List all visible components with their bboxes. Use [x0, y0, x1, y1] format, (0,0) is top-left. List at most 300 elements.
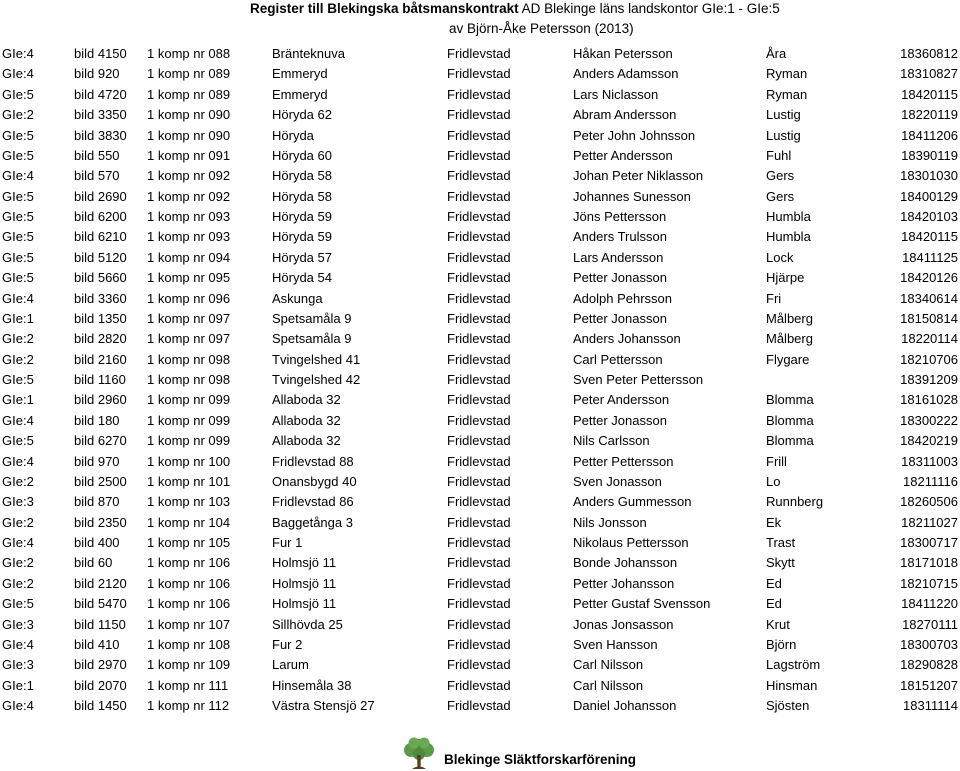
table-row [0, 697, 960, 717]
cell-place: Spetsamåla 9 [272, 310, 352, 326]
cell-image: bild 2820 [74, 331, 127, 347]
cell-place: Holmsjö 11 [272, 596, 337, 612]
cell-image: bild 4720 [74, 86, 127, 102]
cell-soldier-name: Ek [766, 514, 782, 530]
cell-date: 18310827 [900, 66, 958, 82]
cell-parish: Fridlevstad [447, 209, 511, 224]
cell-company-number: 1 komp nr 097 [147, 310, 231, 326]
cell-parish: Fridlevstad [447, 535, 511, 550]
cell-place: Fur 2 [272, 636, 303, 652]
cell-date: 18211027 [901, 514, 958, 530]
cell-parish: Fridlevstad [447, 249, 511, 265]
cell-place: Allaboda 32 [272, 433, 341, 449]
cell-company-number: 1 komp nr 090 [147, 127, 231, 143]
cell-volume: GIe:2 [2, 575, 34, 591]
cell-name: Sven Peter Pettersson [573, 372, 704, 387]
cell-name: Jöns Pettersson [573, 209, 667, 224]
cell-place: Höryda 60 [272, 147, 332, 163]
cell-image: bild 3350 [74, 107, 127, 123]
cell-volume: GIe:4 [2, 453, 34, 469]
cell-volume: GIe:3 [2, 616, 34, 632]
cell-soldier-name: Krut [766, 616, 790, 632]
cell-volume: GIe:3 [2, 494, 34, 510]
table-row [0, 127, 960, 147]
table-row [0, 636, 960, 656]
cell-name: Lars Niclasson [573, 86, 659, 102]
cell-volume: GIe:4 [2, 66, 34, 82]
cell-name: Petter Andersson [573, 147, 673, 163]
cell-soldier-name: Ryman [766, 86, 808, 102]
cell-place: Höryda 54 [272, 270, 332, 286]
cell-volume: GIe:5 [2, 249, 34, 265]
table-row [0, 432, 960, 452]
cell-soldier-name: Sjösten [766, 698, 810, 713]
cell-parish: Fridlevstad [447, 392, 511, 408]
cell-parish: Fridlevstad [447, 494, 511, 510]
cell-soldier-name: Åra [766, 46, 787, 61]
cell-soldier-name: Lustig [766, 107, 801, 123]
cell-name: Nils Carlsson [573, 433, 650, 449]
cell-name: Jonas Jonsasson [573, 616, 674, 632]
organization-name: Blekinge Släktforskarförening [444, 752, 637, 767]
cell-name: Abram Andersson [573, 107, 677, 123]
cell-parish: Fridlevstad [447, 107, 511, 123]
cell-name: Carl Nilsson [573, 677, 644, 693]
table-row [0, 86, 960, 106]
cell-volume: GIe:4 [2, 290, 34, 306]
cell-date: 18270111 [902, 616, 958, 632]
table-row [0, 371, 960, 391]
cell-image: bild 400 [74, 535, 120, 550]
cell-place: Sillhövda 25 [272, 616, 343, 632]
cell-volume: GIe:4 [2, 535, 34, 550]
cell-date: 18260506 [900, 494, 958, 510]
cell-parish: Fridlevstad [447, 372, 511, 387]
cell-name: Sven Hansson [573, 636, 658, 652]
cell-place: Höryda 57 [272, 249, 332, 265]
table-row [0, 595, 960, 615]
cell-date: 18420115 [901, 229, 958, 245]
cell-date: 18161028 [900, 392, 958, 408]
cell-company-number: 1 komp nr 089 [147, 86, 231, 102]
cell-date: 18360812 [900, 46, 958, 61]
cell-parish: Fridlevstad [447, 66, 511, 82]
cell-date: 18391209 [900, 372, 958, 387]
cell-image: bild 180 [74, 412, 120, 428]
cell-image: bild 3360 [74, 290, 127, 306]
table-row [0, 167, 960, 187]
cell-parish: Fridlevstad [447, 453, 511, 469]
cell-company-number: 1 komp nr 094 [147, 249, 231, 265]
cell-name: Anders Trulsson [573, 229, 667, 245]
table-row [0, 290, 960, 310]
cell-place: Holmsjö 11 [272, 575, 337, 591]
cell-parish: Fridlevstad [447, 168, 511, 184]
cell-company-number: 1 komp nr 092 [147, 188, 231, 204]
cell-place: Onansbygd 40 [272, 473, 357, 489]
cell-date: 18300703 [900, 636, 958, 652]
cell-parish: Fridlevstad [447, 188, 511, 204]
cell-image: bild 5120 [74, 249, 127, 265]
cell-image: bild 2960 [74, 392, 127, 408]
cell-volume: GIe:1 [2, 392, 34, 408]
document-title-rest: AD Blekinge läns landskontor GIe:1 - GIe:5 [518, 1, 780, 16]
table-row [0, 351, 960, 371]
cell-image: bild 60 [74, 555, 113, 571]
cell-parish: Fridlevstad [447, 616, 511, 632]
cell-volume: GIe:5 [2, 433, 34, 449]
table-row [0, 656, 960, 676]
cell-parish: Fridlevstad [447, 596, 511, 612]
table-row [0, 575, 960, 595]
cell-image: bild 5470 [74, 596, 127, 612]
cell-place: Baggetånga 3 [272, 514, 353, 530]
document-title [250, 1, 780, 16]
cell-company-number: 1 komp nr 096 [147, 290, 231, 306]
cell-name: Lars Andersson [573, 249, 664, 265]
cell-name: Carl Nilsson [573, 657, 644, 673]
cell-company-number: 1 komp nr 111 [147, 677, 229, 693]
table-row [0, 616, 960, 636]
cell-company-number: 1 komp nr 090 [147, 107, 231, 123]
cell-parish: Fridlevstad [447, 698, 511, 713]
cell-date: 18211116 [903, 473, 958, 489]
table-row [0, 554, 960, 574]
cell-parish: Fridlevstad [447, 514, 511, 530]
cell-parish: Fridlevstad [447, 127, 511, 143]
cell-name: Petter Gustaf Svensson [573, 596, 711, 612]
cell-place: Höryda 59 [272, 209, 332, 224]
cell-place: Höryda 58 [272, 168, 332, 184]
cell-place: Höryda 59 [272, 229, 332, 245]
cell-company-number: 1 komp nr 100 [147, 453, 231, 469]
cell-company-number: 1 komp nr 112 [147, 698, 230, 713]
cell-name: Anders Johansson [573, 331, 681, 347]
cell-volume: GIe:5 [2, 86, 34, 102]
cell-place: Bränteknuva [272, 46, 345, 61]
cell-date: 18290828 [900, 657, 958, 673]
cell-name: Johannes Sunesson [573, 188, 691, 204]
cell-soldier-name: Trast [766, 535, 796, 550]
cell-volume: GIe:1 [2, 310, 34, 326]
table-row [0, 391, 960, 411]
table-row [0, 65, 960, 85]
cell-date: 18171018 [900, 555, 958, 571]
table-row [0, 147, 960, 167]
cell-image: bild 5660 [74, 270, 127, 286]
cell-date: 18220114 [901, 331, 958, 347]
cell-date: 18300717 [900, 535, 958, 550]
cell-company-number: 1 komp nr 109 [147, 657, 231, 673]
cell-image: bild 970 [74, 453, 120, 469]
cell-place: Tvingelshed 42 [272, 372, 361, 387]
table-row [0, 453, 960, 473]
cell-image: bild 1350 [74, 310, 127, 326]
cell-soldier-name: Lustig [766, 127, 801, 143]
cell-soldier-name: Humbla [766, 229, 811, 245]
cell-volume: GIe:4 [2, 636, 34, 652]
cell-place: Höryda [272, 127, 314, 143]
cell-soldier-name: Lo [766, 473, 781, 489]
cell-date: 18210715 [900, 575, 958, 591]
cell-place: Emmeryd [272, 66, 328, 82]
cell-soldier-name: Flygare [766, 351, 810, 367]
cell-soldier-name: Ryman [766, 66, 808, 82]
cell-place: Hinsemåla 38 [272, 677, 352, 693]
cell-date: 18220119 [901, 107, 958, 123]
cell-parish: Fridlevstad [447, 412, 511, 428]
footer [400, 736, 700, 770]
cell-place: Larum [272, 657, 309, 673]
table-row [0, 249, 960, 269]
cell-name: Anders Gummesson [573, 494, 692, 510]
cell-place: Askunga [272, 290, 323, 306]
table-row [0, 188, 960, 208]
cell-company-number: 1 komp nr 098 [147, 351, 231, 367]
cell-parish: Fridlevstad [447, 229, 511, 245]
cell-soldier-name: Målberg [766, 331, 813, 347]
cell-image: bild 2500 [74, 473, 127, 489]
table-row [0, 493, 960, 513]
cell-name: Petter Jonasson [573, 412, 667, 428]
cell-image: bild 2690 [74, 188, 127, 204]
cell-soldier-name: Gers [766, 188, 795, 204]
cell-company-number: 1 komp nr 088 [147, 46, 231, 61]
cell-parish: Fridlevstad [447, 636, 511, 652]
cell-soldier-name: Hjärpe [766, 270, 805, 286]
cell-image: bild 6270 [74, 433, 127, 449]
cell-image: bild 920 [74, 66, 120, 82]
cell-name: Petter Jonasson [573, 270, 667, 286]
cell-name: Carl Pettersson [573, 351, 663, 367]
cell-volume: GIe:4 [2, 412, 34, 428]
cell-place: Spetsamåla 9 [272, 331, 352, 347]
document-title-bold: Register till Blekingska båtsmanskontrakt [250, 1, 519, 16]
cell-volume: GIe:5 [2, 270, 34, 286]
cell-name: Adolph Pehrsson [573, 290, 673, 306]
cell-place: Höryda 62 [272, 107, 332, 123]
cell-image: bild 4150 [74, 46, 127, 61]
cell-name: Nikolaus Pettersson [573, 535, 689, 550]
cell-image: bild 1160 [74, 372, 126, 387]
cell-date: 18340614 [900, 290, 958, 306]
cell-parish: Fridlevstad [447, 86, 511, 102]
cell-volume: GIe:4 [2, 168, 34, 184]
table-row [0, 208, 960, 228]
table-row [0, 534, 960, 554]
cell-volume: GIe:2 [2, 107, 34, 123]
cell-company-number: 1 komp nr 092 [147, 168, 231, 184]
cell-parish: Fridlevstad [447, 657, 511, 673]
cell-soldier-name: Hinsman [766, 677, 818, 693]
cell-volume: GIe:5 [2, 188, 34, 204]
cell-soldier-name: Frill [766, 453, 787, 469]
cell-image: bild 570 [74, 168, 120, 184]
cell-volume: GIe:5 [2, 229, 34, 245]
table-row [0, 473, 960, 493]
cell-date: 18151207 [900, 677, 958, 693]
cell-volume: GIe:5 [2, 372, 34, 387]
cell-soldier-name: Humbla [766, 209, 811, 224]
cell-soldier-name: Fri [766, 290, 782, 306]
cell-image: bild 2160 [74, 351, 127, 367]
cell-name: Sven Jonasson [573, 473, 662, 489]
table-row [0, 310, 960, 330]
cell-date: 18300222 [900, 412, 958, 428]
cell-parish: Fridlevstad [447, 46, 511, 61]
cell-soldier-name: Blomma [766, 412, 814, 428]
cell-parish: Fridlevstad [447, 555, 511, 571]
cell-volume: GIe:2 [2, 555, 34, 571]
cell-volume: GIe:5 [2, 147, 34, 163]
cell-parish: Fridlevstad [447, 147, 511, 163]
cell-soldier-name: Lagström [766, 657, 821, 673]
cell-date: 18150814 [900, 310, 958, 326]
table-row [0, 228, 960, 248]
cell-volume: GIe:5 [2, 596, 34, 612]
cell-soldier-name: Ed [766, 596, 782, 612]
cell-volume: GIe:5 [2, 127, 34, 143]
cell-parish: Fridlevstad [447, 473, 511, 489]
cell-date: 18420103 [900, 209, 958, 224]
table-row [0, 677, 960, 697]
cell-company-number: 1 komp nr 107 [147, 616, 231, 632]
cell-volume: GIe:2 [2, 351, 34, 367]
cell-place: Fur 1 [272, 535, 303, 550]
cell-company-number: 1 komp nr 089 [147, 66, 231, 82]
cell-image: bild 2120 [74, 575, 127, 591]
register-table [0, 45, 960, 717]
cell-soldier-name: Ed [766, 575, 782, 591]
table-row [0, 514, 960, 534]
cell-company-number: 1 komp nr 108 [147, 636, 231, 652]
cell-image: bild 3830 [74, 127, 127, 143]
cell-name: Bonde Johansson [573, 555, 678, 571]
cell-parish: Fridlevstad [447, 270, 511, 286]
cell-name: Peter John Johnsson [573, 127, 696, 143]
cell-date: 18411220 [901, 596, 958, 612]
cell-date: 18411206 [901, 127, 958, 143]
cell-image: bild 6210 [74, 229, 127, 245]
cell-company-number: 1 komp nr 093 [147, 229, 231, 245]
cell-date: 18420126 [900, 270, 958, 286]
cell-name: Håkan Petersson [573, 46, 673, 61]
cell-date: 18400129 [900, 188, 958, 204]
cell-volume: GIe:5 [2, 209, 34, 224]
cell-place: Allaboda 32 [272, 412, 341, 428]
cell-soldier-name: Fuhl [766, 147, 792, 163]
cell-volume: GIe:2 [2, 473, 34, 489]
cell-company-number: 1 komp nr 104 [147, 514, 231, 530]
cell-image: bild 6200 [74, 209, 127, 224]
table-row [0, 45, 960, 65]
cell-image: bild 2970 [74, 657, 127, 673]
cell-parish: Fridlevstad [447, 310, 511, 326]
cell-place: Västra Stensjö 27 [272, 698, 375, 713]
cell-date: 18411125 [902, 249, 958, 265]
cell-company-number: 1 komp nr 101 [147, 473, 231, 489]
cell-date: 18420219 [900, 433, 958, 449]
cell-place: Holmsjö 11 [272, 555, 337, 571]
cell-place: Tvingelshed 41 [272, 351, 361, 367]
cell-soldier-name: Björn [766, 636, 797, 652]
cell-image: bild 1150 [74, 616, 126, 632]
cell-volume: GIe:4 [2, 698, 34, 713]
cell-soldier-name: Gers [766, 168, 795, 184]
cell-company-number: 1 komp nr 105 [147, 535, 231, 550]
cell-company-number: 1 komp nr 106 [147, 555, 231, 571]
cell-parish: Fridlevstad [447, 677, 511, 693]
cell-soldier-name: Målberg [766, 310, 813, 326]
cell-name: Nils Jonsson [573, 514, 647, 530]
cell-parish: Fridlevstad [447, 351, 511, 367]
cell-image: bild 550 [74, 147, 120, 163]
cell-name: Petter Jonasson [573, 310, 667, 326]
cell-image: bild 1450 [74, 698, 127, 713]
cell-soldier-name: Runnberg [766, 494, 824, 510]
tree-icon [400, 736, 438, 770]
cell-name: Johan Peter Niklasson [573, 168, 704, 184]
cell-company-number: 1 komp nr 095 [147, 270, 231, 286]
cell-image: bild 870 [74, 494, 120, 510]
cell-company-number: 1 komp nr 099 [147, 433, 231, 449]
cell-company-number: 1 komp nr 093 [147, 209, 231, 224]
cell-company-number: 1 komp nr 106 [147, 596, 231, 612]
cell-image: bild 410 [74, 636, 120, 652]
cell-soldier-name: Skytt [766, 555, 795, 571]
cell-name: Anders Adamsson [573, 66, 679, 82]
cell-company-number: 1 komp nr 099 [147, 392, 231, 408]
cell-place: Fridlevstad 88 [272, 453, 354, 469]
cell-soldier-name: Blomma [766, 392, 814, 408]
cell-parish: Fridlevstad [447, 290, 511, 306]
cell-image: bild 2070 [74, 677, 127, 693]
cell-place: Höryda 58 [272, 188, 332, 204]
cell-place: Allaboda 32 [272, 392, 341, 408]
cell-image: bild 2350 [74, 514, 127, 530]
table-row [0, 106, 960, 126]
cell-date: 18420115 [901, 86, 958, 102]
cell-date: 18301030 [900, 168, 958, 184]
table-row [0, 330, 960, 350]
cell-parish: Fridlevstad [447, 331, 511, 347]
cell-volume: GIe:4 [2, 46, 34, 61]
cell-parish: Fridlevstad [447, 433, 511, 449]
cell-company-number: 1 komp nr 106 [147, 575, 231, 591]
cell-place: Emmeryd [272, 86, 328, 102]
cell-name: Peter Andersson [573, 392, 670, 408]
cell-date: 18210706 [900, 351, 958, 367]
cell-name: Daniel Johansson [573, 698, 677, 713]
cell-company-number: 1 komp nr 103 [147, 494, 231, 510]
cell-name: Petter Pettersson [573, 453, 674, 469]
cell-company-number: 1 komp nr 097 [147, 331, 231, 347]
cell-place: Fridlevstad 86 [272, 494, 354, 510]
document-subtitle: av Björn-Åke Petersson (2013) [449, 21, 634, 36]
table-row [0, 269, 960, 289]
cell-date: 18311114 [903, 698, 958, 713]
cell-date: 18390119 [901, 147, 958, 163]
cell-volume: GIe:2 [2, 514, 34, 530]
cell-parish: Fridlevstad [447, 575, 511, 591]
cell-soldier-name: Blomma [766, 433, 814, 449]
cell-volume: GIe:3 [2, 657, 34, 673]
cell-company-number: 1 komp nr 098 [147, 372, 231, 387]
document-header [0, 0, 960, 40]
cell-volume: GIe:1 [2, 677, 34, 693]
table-row [0, 412, 960, 432]
cell-volume: GIe:2 [2, 331, 34, 347]
